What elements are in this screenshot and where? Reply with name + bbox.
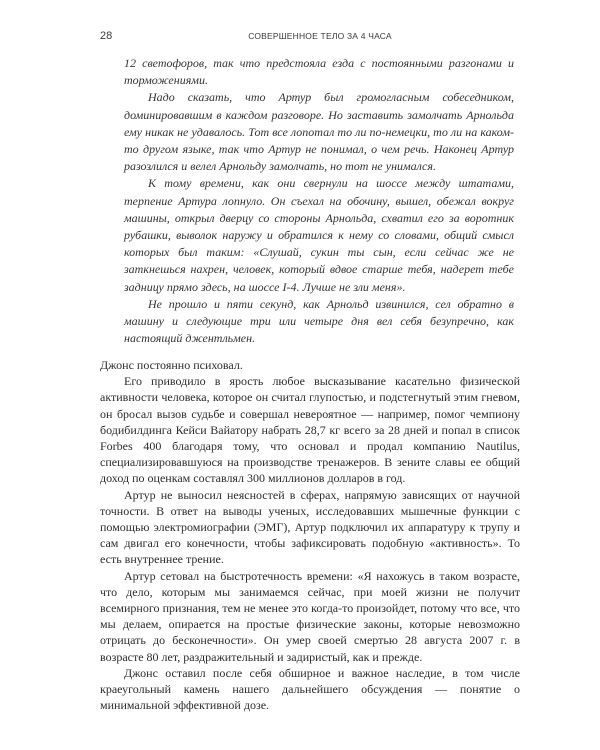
body-paragraph: Джонс постоянно психовал. (100, 358, 243, 372)
quote-paragraph: Не прошло и пяти секунд, как Арнольд извинился, сел обратно в машину и следующие три или четыре дня вел себя безупречно, как настоящий джентльмен. (124, 296, 514, 346)
body-text (100, 357, 520, 713)
body-paragraph: Артур не выносил неясностей в сферах, напрямую зависящих от научной точности. В ответ на выводы ученых, исследовавших мышечные функции с помощью электромиографии (ЭМГ), Артур подключил их аппаратуру к трупу и сам двигал его конечности, чтобы зафиксировать подобную «активность». То есть внутреннее трение. (100, 487, 520, 567)
page-number: 28 (100, 30, 113, 42)
quote-block (124, 55, 514, 347)
body-paragraph: Его приводило в ярость любое высказывание касательно физической активности человека, которое он считал глупостью, и подстегнутый этим гневом, он бросал вызов судьбе и совершал невероятное — например, помог чемпиону бодибилдинга Кейси Вайатору набрать 28,7 кг всего за 28 дней и попал в список Forbes 400 благодаря тому, что основал и продал компанию Nautilus, специализировавшуюся на производстве тренажеров. В зените славы ее общий доход по оценкам составлял 300 миллионов долларов в год. (100, 374, 520, 486)
quote-paragraph: 12 светофоров, так что предстояла езда с постоянными разгонами и торможениями. (124, 56, 514, 88)
page-header (100, 30, 540, 46)
quote-paragraph: Надо сказать, что Артур был громогласным собеседником, доминировавшим в каждом разговоре. Но заставить замолчать Арнольда ему никак не удавалось. Тот все лопотал то ли по-немецки, то ли на каком-то другом языке, так что Артур не понимал, о чем речь. Наконец Артур разозлился и велел Арнольду замолчать, но тот не унимался. (124, 90, 514, 174)
body-paragraph: Артур сетовал на быстротечность времени: «Я нахожусь в таком возрасте, что дело, которым мы занимаемся сейчас, при моей жизни не получит всемирного признания, тем не менее это когда-то произойдет, потому что все, что мы делаем, опирается на простые физические законы, которые невозможно отрицать до бесконечности». Он умер своей смертью 28 августа 2007 г. в возрасте 80 лет, раздражительный и задиристый, как и прежде. (100, 568, 520, 664)
body-paragraph: Джонс оставил после себя обширное и важное наследие, в том числе краеугольный камень нашего дальнейшего обсуждения — понятие о минимальной эффективной дозе. (100, 665, 520, 713)
quote-paragraph: К тому времени, как они свернули на шоссе между штатами, терпение Артура лопнуло. Он съехал на обочину, вышел, обежал вокруг машины, открыл дверцу со стороны Арнольда, схватил его за воротник рубашки, выволок наружу и обратился к нему со словами, общий смысл которых был таким: «Слушай, сукин ты сын, если сейчас же не заткнешься нахрен, человек, который вдвое старше тебя, надерет тебе задницу прямо здесь, на шоссе I-4. Лучше не зли меня». (124, 176, 514, 294)
running-title: СОВЕРШЕННОЕ ТЕЛО ЗА 4 ЧАСА (248, 31, 392, 41)
